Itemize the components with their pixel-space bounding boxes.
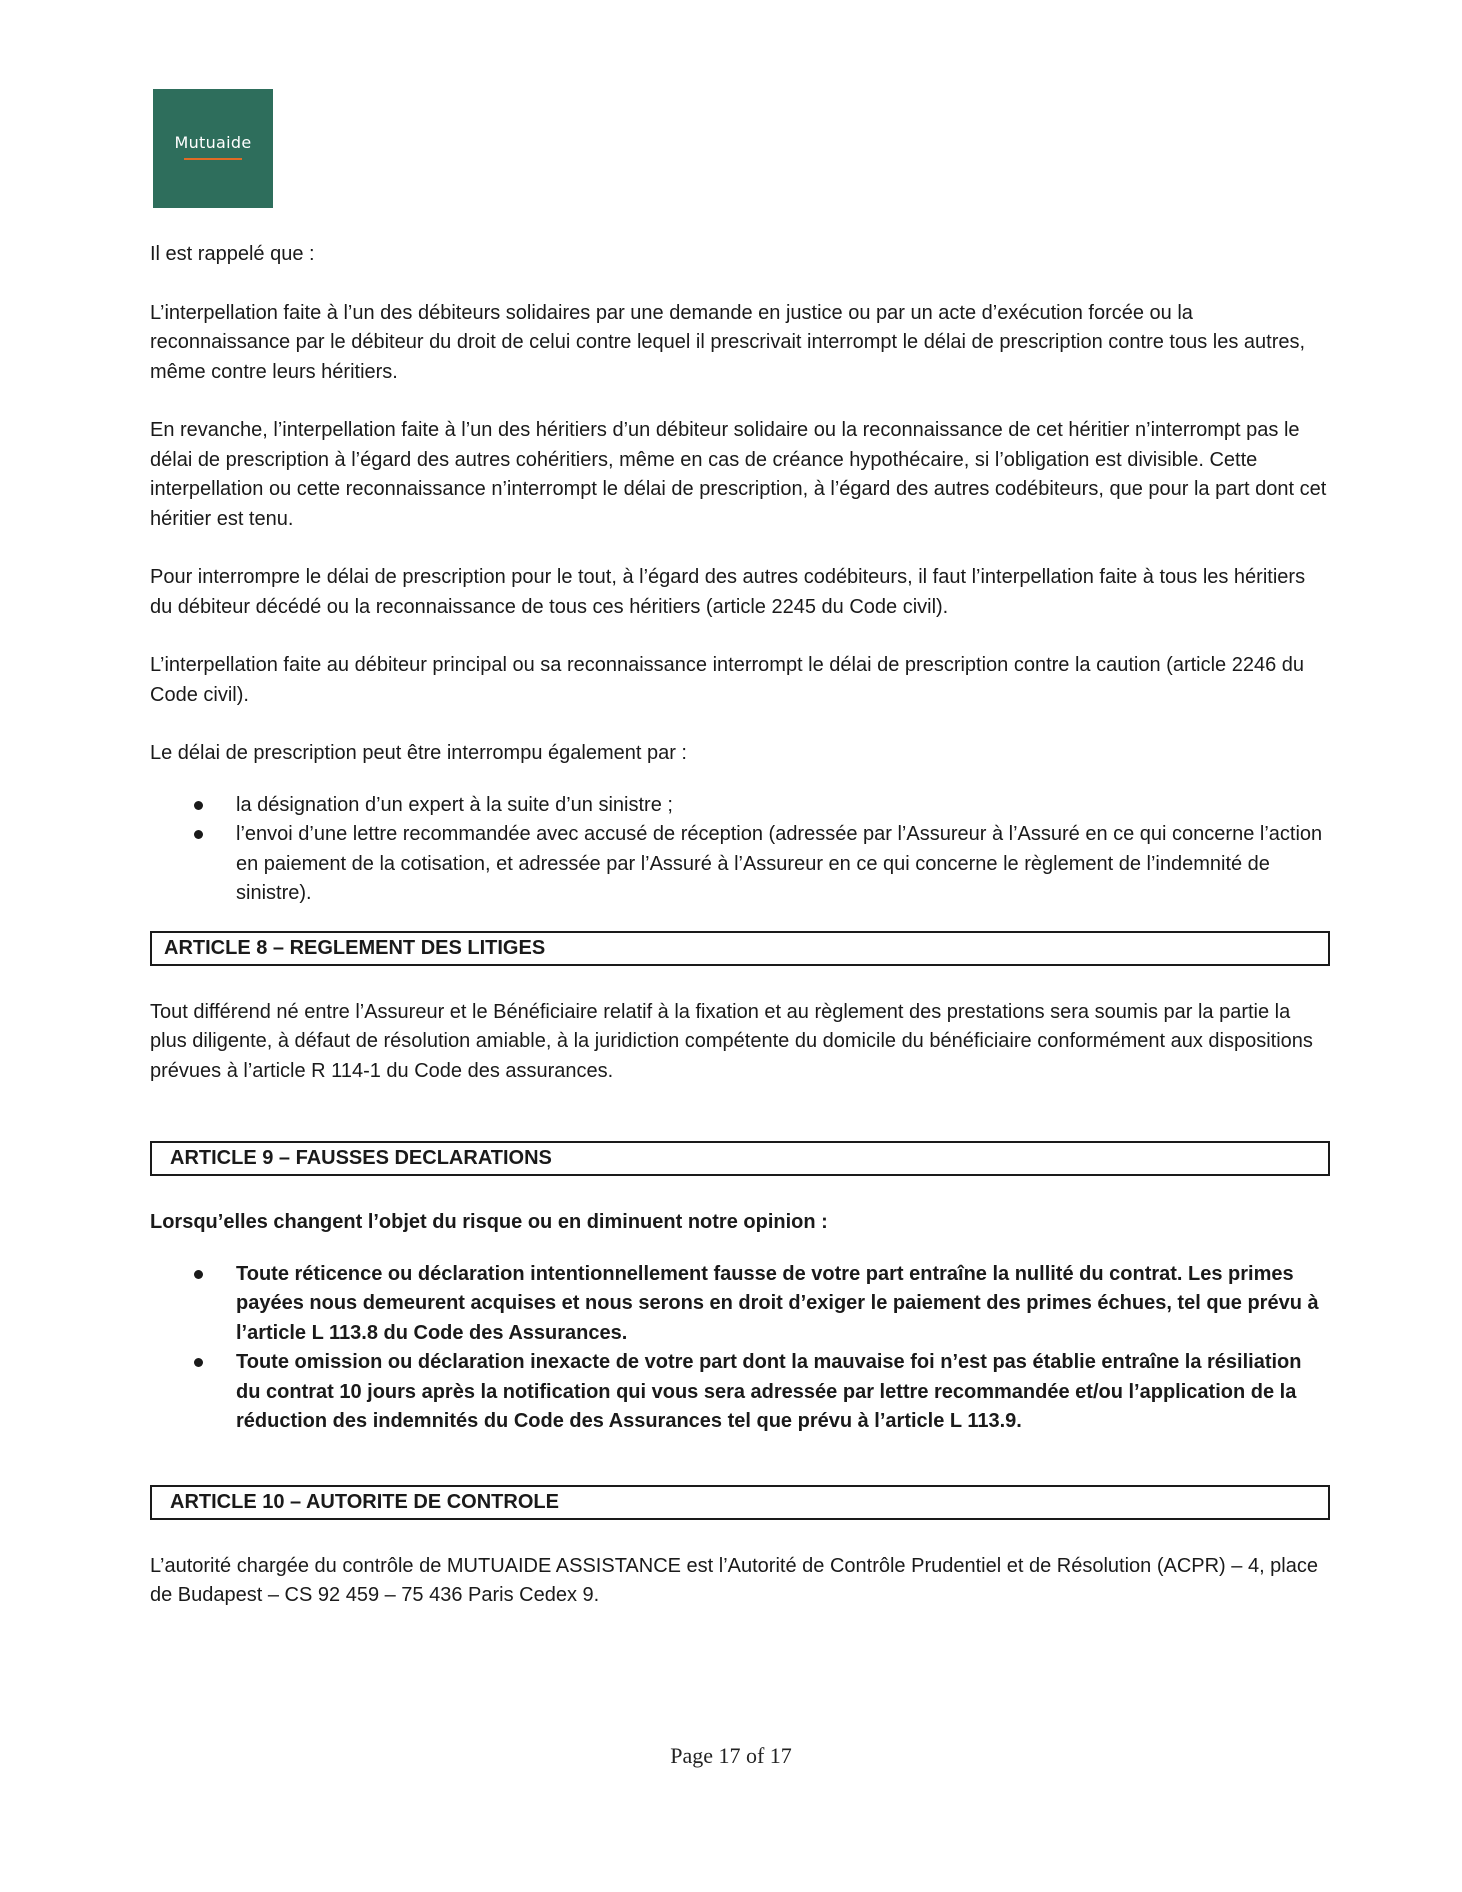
list-item: Toute omission ou déclaration inexacte de votre part dont la mauvaise foi n’est pas établie entraîne la résiliation du contrat 10 jours après la notification qui vous sera adressée par lettre recommandée et/ou l’application de la réduction des indemnités du Code des Assurances tel que prévu à l’article L 113.9. <box>150 1348 1330 1437</box>
list-item: l’envoi d’une lettre recommandée avec accusé de réception (adressée par l’Assureur à l’Assuré en ce qui concerne l’action en paiement de la cotisation, et adressée par l’Assuré à l’Assureur en ce qui concerne le règlement de l’indemnité de sinistre). <box>150 820 1330 909</box>
logo-underline <box>184 158 242 160</box>
list-item: la désignation d’un expert à la suite d’un sinistre ; <box>150 791 1330 821</box>
article-10-text: L’autorité chargée du contrôle de MUTUAIDE ASSISTANCE est l’Autorité de Contrôle Prudentiel et de Résolution (ACPR) – 4, place de Budapest – CS 92 459 – 75 436 Paris Cedex 9. <box>150 1554 1318 1606</box>
article-10-heading: ARTICLE 10 – AUTORITE DE CONTROLE <box>150 1485 1330 1520</box>
article-9-intro: Lorsqu’elles changent l’objet du risque ou en diminuent notre opinion : <box>150 1211 828 1233</box>
page-number: Page 17 of 17 <box>670 1743 792 1768</box>
article-9-list <box>150 1260 1330 1437</box>
article-9-heading: ARTICLE 9 – FAUSSES DECLARATIONS <box>150 1141 1330 1176</box>
logo-text: Mutuaide <box>174 133 252 152</box>
intro-text: Il est rappelé que : <box>150 243 315 265</box>
paragraph: L’interpellation faite au débiteur principal ou sa reconnaissance interrompt le délai de prescription contre la caution (article 2246 du Code civil). <box>150 654 1305 706</box>
mutuaide-logo <box>153 89 273 208</box>
interruption-list <box>150 791 1330 909</box>
paragraph: Pour interrompre le délai de prescription pour le tout, à l’égard des autres codébiteurs, il faut l’interpellation faite à tous les héritiers du débiteur décédé ou la reconnaissance de tous ces héritiers (article 2245 du Code civil). <box>150 566 1306 618</box>
paragraph: En revanche, l’interpellation faite à l’un des héritiers d’un débiteur solidaire ou la reconnaissance de cet héritier n’interrompt pas le délai de prescription à l’égard des autres cohéritiers, même en cas de créance hypothécaire, si l’obligation est divisible. Cette interpellation ou cette reconnaissance n’interrompt le délai de prescription, à l’égard des autres codébiteurs, que pour la part dont cet héritier est tenu. <box>150 419 1327 530</box>
paragraph: Le délai de prescription peut être interrompu également par : <box>150 742 687 764</box>
list-item: Toute réticence ou déclaration intentionnellement fausse de votre part entraîne la nullité du contrat. Les primes payées nous demeurent acquises et nous serons en droit d’exiger le paiement des primes échues, tel que prévu à l’article L 113.8 du Code des Assurances. <box>150 1260 1330 1349</box>
document-body <box>150 240 1330 1640</box>
article-8-text: Tout différend né entre l’Assureur et le Bénéficiaire relatif à la fixation et au règlement des prestations sera soumis par la partie la plus diligente, à défaut de résolution amiable, à la juridiction compétente du domicile du bénéficiaire conformément aux dispositions prévues à l’article R 114-1 du Code des assurances. <box>150 1000 1313 1082</box>
article-8-heading: ARTICLE 8 – REGLEMENT DES LITIGES <box>150 931 1330 966</box>
paragraph: L’interpellation faite à l’un des débiteurs solidaires par une demande en justice ou par un acte d’exécution forcée ou la reconnaissance par le débiteur du droit de celui contre lequel il prescrivait interrompt le délai de prescription contre tous les autres, même contre leurs héritiers. <box>150 301 1306 383</box>
